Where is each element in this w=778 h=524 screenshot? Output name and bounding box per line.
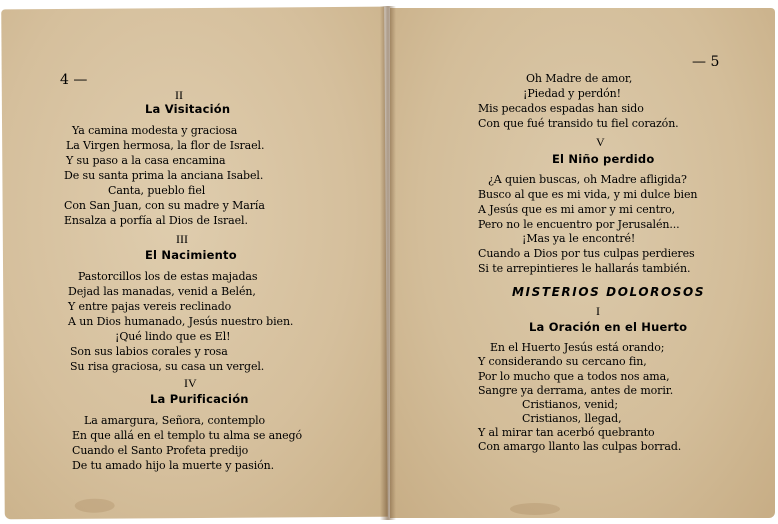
verse-line: Con que fué transido tu fiel corazón. [478,117,679,130]
section-heading: La Purificación [150,392,249,406]
verse-line: Por lo mucho que a todos nos ama, [478,370,670,383]
verse-line: En que allá en el templo tu alma se anegó [72,429,302,442]
verse-line: Ya camina modesta y graciosa [72,124,238,137]
verse-line: Oh Madre de amor, [526,72,633,85]
verse-line: A Jesús que es mi amor y mi centro, [478,203,676,216]
book-gutter [380,6,396,520]
verse-line: De su santa prima la anciana Isabel. [64,169,264,182]
verse-line: A un Dios humanado, Jesús nuestro bien. [68,315,294,328]
verse-line: ¡Piedad y perdón! [523,87,621,100]
page-number-right: — 5 [692,54,720,70]
verse-line: Mis pecados espadas han sido [478,102,644,115]
section-numeral: IV [184,376,197,390]
section-heading: La Oración en el Huerto [529,320,688,334]
verse-line: Pero no le encuentro por Jerusalén... [478,218,680,231]
verse-line: Son sus labios corales y rosa [70,345,228,358]
verse-line: Y al mirar tan acerbó quebranto [478,426,655,439]
verse-line: Cristianos, venid; [522,398,618,411]
verse-line: Sangre ya derrama, antes de morir. [478,384,674,397]
misterios-title: MISTERIOS DOLOROSOS [512,285,706,299]
verse-line: ¿A quien buscas, oh Madre afligida? [488,173,687,186]
verse-line: Busco al que es mi vida, y mi dulce bien [478,188,698,201]
verse-line: La amargura, Señora, contemplo [84,414,266,427]
verse-line: Pastorcillos los de estas majadas [78,270,258,283]
section-numeral: II [175,88,183,102]
verse-line: Con amargo llanto las culpas borrad. [478,440,682,453]
paper-stain [510,503,560,515]
verse-line: De tu amado hijo la muerte y pasión. [72,459,275,472]
verse-line: ¡Qué lindo que es El! [115,330,231,343]
section-numeral: III [176,232,188,246]
verse-line: Y considerando su cercano fin, [478,355,647,368]
verse-line: Cristianos, llegad, [522,412,622,425]
verse-line: Ensalza a porfía al Dios de Israel. [64,214,248,227]
verse-line: Cuando el Santo Profeta predijo [72,444,249,457]
verse-line: Dejad las manadas, venid a Belén, [68,285,256,298]
verse-line: Su risa graciosa, su casa un vergel. [70,360,265,373]
verse-line: Si te arrepintieres le hallarás también. [478,262,691,275]
section-numeral: V [596,135,605,149]
section-heading: El Nacimiento [145,248,237,262]
verse-line: Canta, pueblo fiel [108,184,206,197]
page-number-left: 4 — [60,72,88,88]
verse-line: Y su paso a la casa encamina [66,154,226,167]
verse-line: En el Huerto Jesús está orando; [490,341,665,354]
verse-line: Con San Juan, con su madre y María [64,199,265,212]
section-heading: La Visitación [145,102,231,116]
section-heading: El Niño perdido [552,152,655,166]
section-numeral: I [596,304,600,318]
verse-line: Y entre pajas vereis reclinado [68,300,232,313]
paper-stain [75,499,115,513]
verse-line: La Virgen hermosa, la flor de Israel. [66,139,265,152]
verse-line: ¡Mas ya le encontré! [522,232,636,245]
verse-line: Cuando a Dios por tus culpas perdieres [478,247,695,260]
